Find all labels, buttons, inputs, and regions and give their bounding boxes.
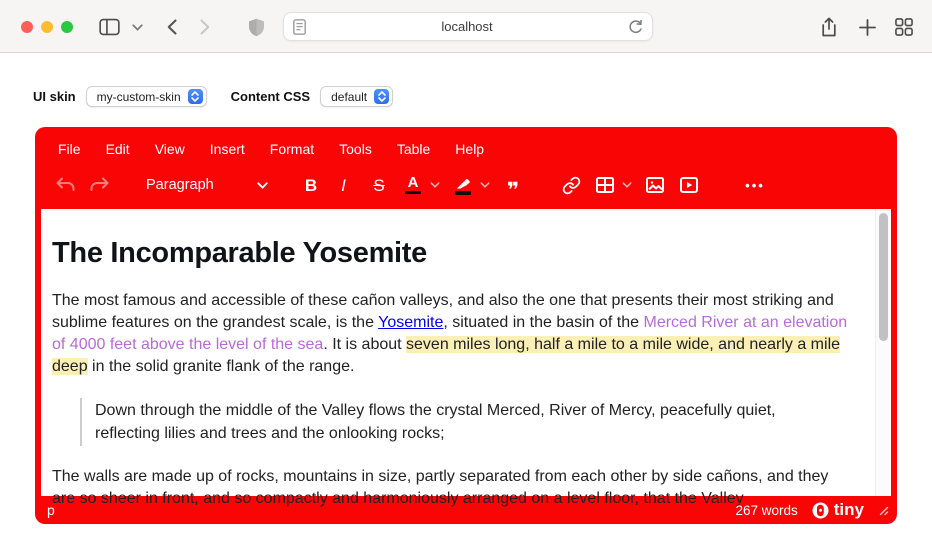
ui-skin-label: UI skin: [33, 89, 76, 104]
bold-icon: B: [304, 175, 318, 195]
text-run: are so sheer in front, and so compactly and harmoniously arranged on a level floor, that the Valley: [52, 490, 744, 507]
menu-tools[interactable]: Tools: [339, 141, 372, 157]
blockquote-button[interactable]: [496, 168, 530, 202]
text-line: [52, 312, 871, 334]
content-css-select[interactable]: [320, 86, 393, 107]
menu-view[interactable]: View: [154, 141, 185, 157]
menu-insert[interactable]: Insert: [209, 141, 245, 157]
chevron-down-icon: [132, 24, 143, 31]
reload-button[interactable]: [628, 19, 643, 35]
text-run: The most famous and accessible of these cañon valleys, and also the one that presents their most striking and: [52, 292, 834, 309]
menu-file[interactable]: File: [58, 141, 81, 157]
url-text: localhost: [441, 19, 493, 34]
chevron-down-icon: [257, 182, 268, 189]
table-icon: [595, 176, 615, 194]
sidebar-menu-chevron[interactable]: [128, 15, 146, 39]
tiny-brand[interactable]: [812, 500, 864, 520]
content-css-value: default: [331, 89, 368, 104]
blockquote-icon: ❞: [506, 177, 520, 202]
highlight-color-button[interactable]: [446, 168, 480, 202]
menu-help[interactable]: Help: [455, 141, 485, 157]
block-format-select[interactable]: [146, 177, 268, 193]
zoom-window-button[interactable]: [61, 21, 73, 33]
content-p: [52, 290, 871, 378]
text-run: , peacefully quiet,: [651, 402, 776, 419]
menu-edit[interactable]: Edit: [105, 141, 130, 157]
content-css-label: Content CSS: [230, 89, 311, 104]
text-run: , situated in the basin of the: [443, 314, 644, 331]
more-icon: •••: [745, 177, 765, 193]
chevron-down-icon: [430, 182, 440, 188]
tinymce-editor: [35, 127, 897, 524]
text-run-purple: Merced River at an elevation: [643, 314, 848, 331]
text-run-strike: River of Mercy: [549, 402, 652, 419]
undo-icon: [55, 176, 76, 194]
text-color-icon: A: [405, 176, 421, 195]
table-menu-button[interactable]: [618, 168, 636, 202]
toolbar: [35, 165, 897, 209]
block-format-value: Paragraph: [146, 177, 214, 193]
text-run: . It is about: [323, 336, 407, 353]
privacy-report-button[interactable]: [244, 15, 268, 39]
italic-icon: I: [341, 175, 346, 195]
text-run: in the solid granite flank of the range.: [87, 358, 355, 375]
back-button[interactable]: [160, 15, 184, 39]
select-stepper-icon: [188, 89, 203, 104]
scrollbar-thumb[interactable]: [879, 213, 888, 341]
image-icon: [645, 176, 665, 194]
demo-controls: [33, 86, 407, 107]
resize-handle[interactable]: [878, 505, 889, 516]
plus-icon: [859, 19, 876, 36]
text-color-menu-button[interactable]: [426, 168, 444, 202]
redo-button[interactable]: [82, 168, 116, 202]
chevron-left-icon: [167, 19, 177, 35]
text-line: [52, 466, 871, 488]
content-link[interactable]: Yosemite: [378, 314, 444, 331]
link-button[interactable]: [554, 168, 588, 202]
content-heading: The Incomparable Yosemite: [52, 237, 427, 269]
sidebar-toggle-button[interactable]: [97, 15, 121, 39]
italic-button[interactable]: [328, 168, 362, 202]
undo-button[interactable]: [48, 168, 82, 202]
shield-icon: [248, 18, 265, 37]
text-line: [95, 422, 871, 445]
more-toolbar-button[interactable]: [738, 168, 772, 202]
text-run: Down through the middle of the Valley flows the crystal Merced,: [95, 402, 550, 419]
share-button[interactable]: [817, 15, 841, 39]
chevron-right-icon: [200, 19, 210, 35]
text-run: The walls are made up of rocks, mountains in size, partly separated from each other by side cañons, and they: [52, 468, 829, 485]
text-run-highlight: seven miles long, half a mile to a mile wide, and nearly a mile: [406, 336, 841, 353]
text-line: [52, 290, 871, 312]
statusbar: [35, 496, 897, 524]
bold-button[interactable]: [294, 168, 328, 202]
ui-skin-select[interactable]: [86, 86, 207, 107]
strikethrough-button[interactable]: [362, 168, 396, 202]
highlight-color-menu-button[interactable]: [476, 168, 494, 202]
new-tab-button[interactable]: [855, 15, 879, 39]
forward-button[interactable]: [193, 15, 217, 39]
media-icon: [679, 176, 699, 194]
menu-format[interactable]: Format: [269, 141, 315, 157]
window-controls: [21, 21, 73, 33]
scrollbar[interactable]: [875, 209, 891, 496]
text-run-highlight: deep: [52, 358, 88, 375]
text-run: reflecting lilies and trees and the onlooking rocks;: [95, 425, 445, 442]
sidebar-icon: [99, 18, 120, 36]
link-icon: [562, 176, 581, 195]
tab-overview-button[interactable]: [892, 15, 916, 39]
ui-skin-value: my-custom-skin: [96, 89, 181, 104]
select-stepper-icon: [374, 89, 389, 104]
media-button[interactable]: [672, 168, 706, 202]
chevron-down-icon: [480, 182, 490, 188]
chevron-down-icon: [622, 182, 632, 188]
tiny-logo-icon: [812, 502, 829, 519]
text-run-purple: of 4000 feet above the level of the sea: [52, 336, 324, 353]
editor-content[interactable]: [41, 209, 875, 507]
menubar: [35, 127, 897, 165]
image-button[interactable]: [638, 168, 672, 202]
text-color-button[interactable]: [396, 168, 430, 202]
word-count[interactable]: 267 words: [735, 502, 798, 518]
share-icon: [820, 17, 838, 37]
strikethrough-icon: S: [373, 175, 385, 195]
browser-chrome: [0, 0, 932, 53]
content-blockquote: [80, 398, 871, 446]
tiny-brand-label: tiny: [833, 500, 864, 519]
address-bar[interactable]: [283, 12, 653, 41]
grid-icon: [895, 18, 913, 36]
reload-icon: [628, 19, 643, 35]
text-line: [95, 399, 871, 422]
element-path[interactable]: p: [47, 502, 55, 518]
text-line: [52, 356, 871, 378]
content-frame: [41, 209, 891, 507]
minimize-window-button[interactable]: [41, 21, 53, 33]
text-line: [52, 334, 871, 356]
redo-icon: [89, 176, 110, 194]
menu-table[interactable]: Table: [396, 141, 431, 157]
reader-view-icon: [293, 19, 306, 35]
highlighter-icon: [454, 175, 472, 195]
table-button[interactable]: [588, 168, 622, 202]
close-window-button[interactable]: [21, 21, 33, 33]
text-run: sublime features on the grandest scale, is the: [52, 314, 379, 331]
